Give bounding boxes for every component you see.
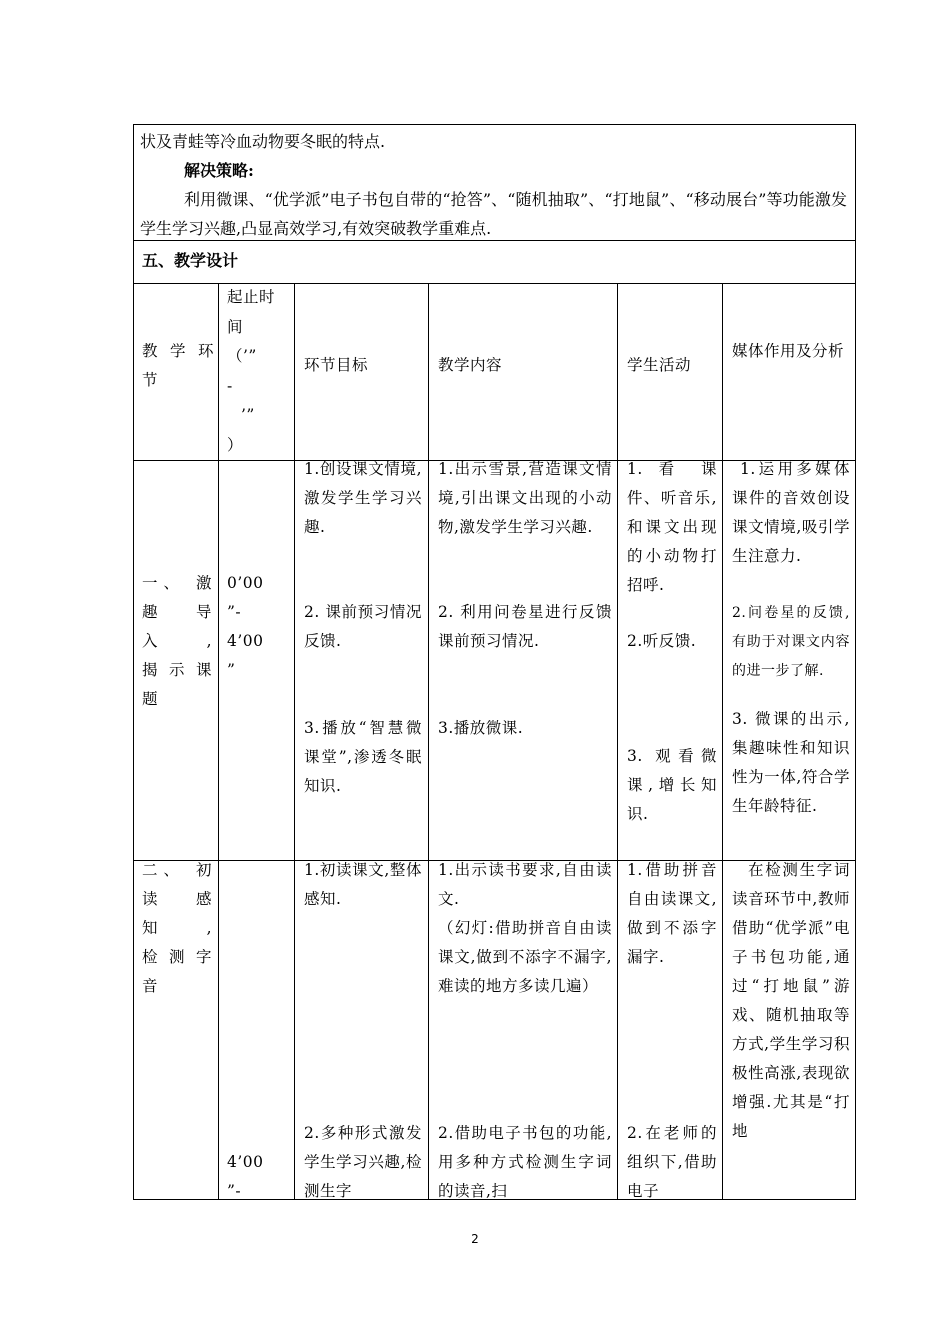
row1-media-1: 1.运用多媒体课件的音效创设课文情境,吸引学生注意力. [732,460,850,565]
time-line: 4’00 [227,1153,264,1171]
row2-content-note: （幻灯:借助拼音自由读课文,做到不添字不漏字,难读的地方多读几遍） [438,919,612,995]
row1-student-2: 2.听反馈. [627,632,697,650]
row1-student-1: 1. 看 课件、听音乐,和课文出现的小动物打招呼. [627,460,717,594]
stage-line: 读 感 [142,890,212,908]
header-stage-line: 教学环 [142,342,214,360]
column-divider [722,284,723,1199]
header-media: 媒体作用及分析 [732,342,845,360]
stage-line: 音 [142,977,159,995]
row2-time [227,1148,291,1200]
header-time-line: 间 [227,317,244,336]
time-line: 4’00 [227,632,264,650]
header-time-line: 起止时 [227,288,276,306]
row1-time [227,569,291,685]
row2-content-2: 2.借助电子书包的功能,用多种方式检测生字词的读音,扫 [438,1124,612,1200]
column-divider [428,284,429,1199]
stage-line: 题 [142,690,159,708]
row2-student-2: 2.在老师的组织下,借助电子 [627,1124,717,1200]
stage-line: 入 , [142,632,212,650]
header-stage [142,337,214,395]
stage-line: 检测字 [142,948,212,966]
time-line: ”- [227,603,242,621]
stage-line: 趣 导 [142,603,212,621]
header-stage-line: 节 [142,371,159,389]
time-line: 0’00 [227,574,264,592]
time-line: ”- [227,1182,242,1200]
row2-goal-1: 1.初读课文,整体感知. [304,861,422,908]
row1-stage [142,569,212,714]
stage-line: 揭示课 [142,661,212,679]
header-time-line: （’” [227,347,257,365]
column-divider [218,284,219,1199]
row1-goal-3: 3.播放“智慧微课堂”,渗透冬眠知识. [304,719,422,795]
header-student: 学生活动 [627,356,692,374]
header-content: 教学内容 [438,356,503,374]
row1-media-3: 3. 微课的出示,集趣味性和知识性为一体,符合学生年龄特征. [732,710,850,815]
column-divider [617,284,618,1199]
row2-media: 在检测生字词读音环节中,教师借助“优学派”电子书包功能,通过“打地鼠”游戏、随机抽取等方式,学生学习积极性高涨,表现欲增强.尤其是“打地 [732,861,850,1140]
strategy-text: 利用微课、“优学派”电子书包自带的“抢答”、“随机抽取”、“打地鼠”、“移动展台”等功能激发学生学习兴趣,凸显高效学习,有效突破教学重难点. [140,190,847,238]
row2-content-1: 1.出示读书要求,自由读文. [438,861,612,908]
header-time-line: - [227,376,233,395]
row2-goal-2: 2.多种形式激发学生学习兴趣,检测生字 [304,1124,422,1200]
header-time [227,283,291,460]
row1-goal-1: 1.创设课文情境,激发学生学习兴趣. [304,460,422,536]
stage-line: 知 , [142,919,212,937]
header-goal: 环节目标 [304,356,369,374]
row1-media-2: 2.问卷星的反馈,有助于对课文内容的进一步了解. [732,605,850,679]
intro-line: 状及青蛙等冷血动物要冬眠的特点. [140,132,386,151]
stage-line: 二、 初 [142,861,212,879]
row1-student-3: 3. 观看微课,增长知识. [627,747,717,823]
header-time-line: ） [227,435,244,454]
page-number: 2 [471,1232,479,1246]
time-line: ” [227,661,236,679]
row1-content-1: 1.出示雪景,营造课文情境,引出课文出现的小动物,激发学生学习兴趣. [438,460,612,536]
header-time-line: ’” [241,406,255,424]
strategy-title: 解决策略: [184,161,254,180]
row2-stage [142,856,212,1001]
document-table [133,124,856,1200]
column-divider [294,284,295,1199]
row1-goal-2: 2. 课前预习情况反馈. [304,603,422,650]
section-title: 五、教学设计 [134,240,855,284]
row1-content-2: 2. 利用问卷星进行反馈课前预习情况. [438,603,612,650]
stage-line: 一、 激 [142,574,212,592]
intro-block [134,125,855,240]
row2-student-1: 1.借助拼音自由读课文,做到不添字漏字. [627,861,717,966]
row1-content-3: 3.播放微课. [438,719,524,737]
